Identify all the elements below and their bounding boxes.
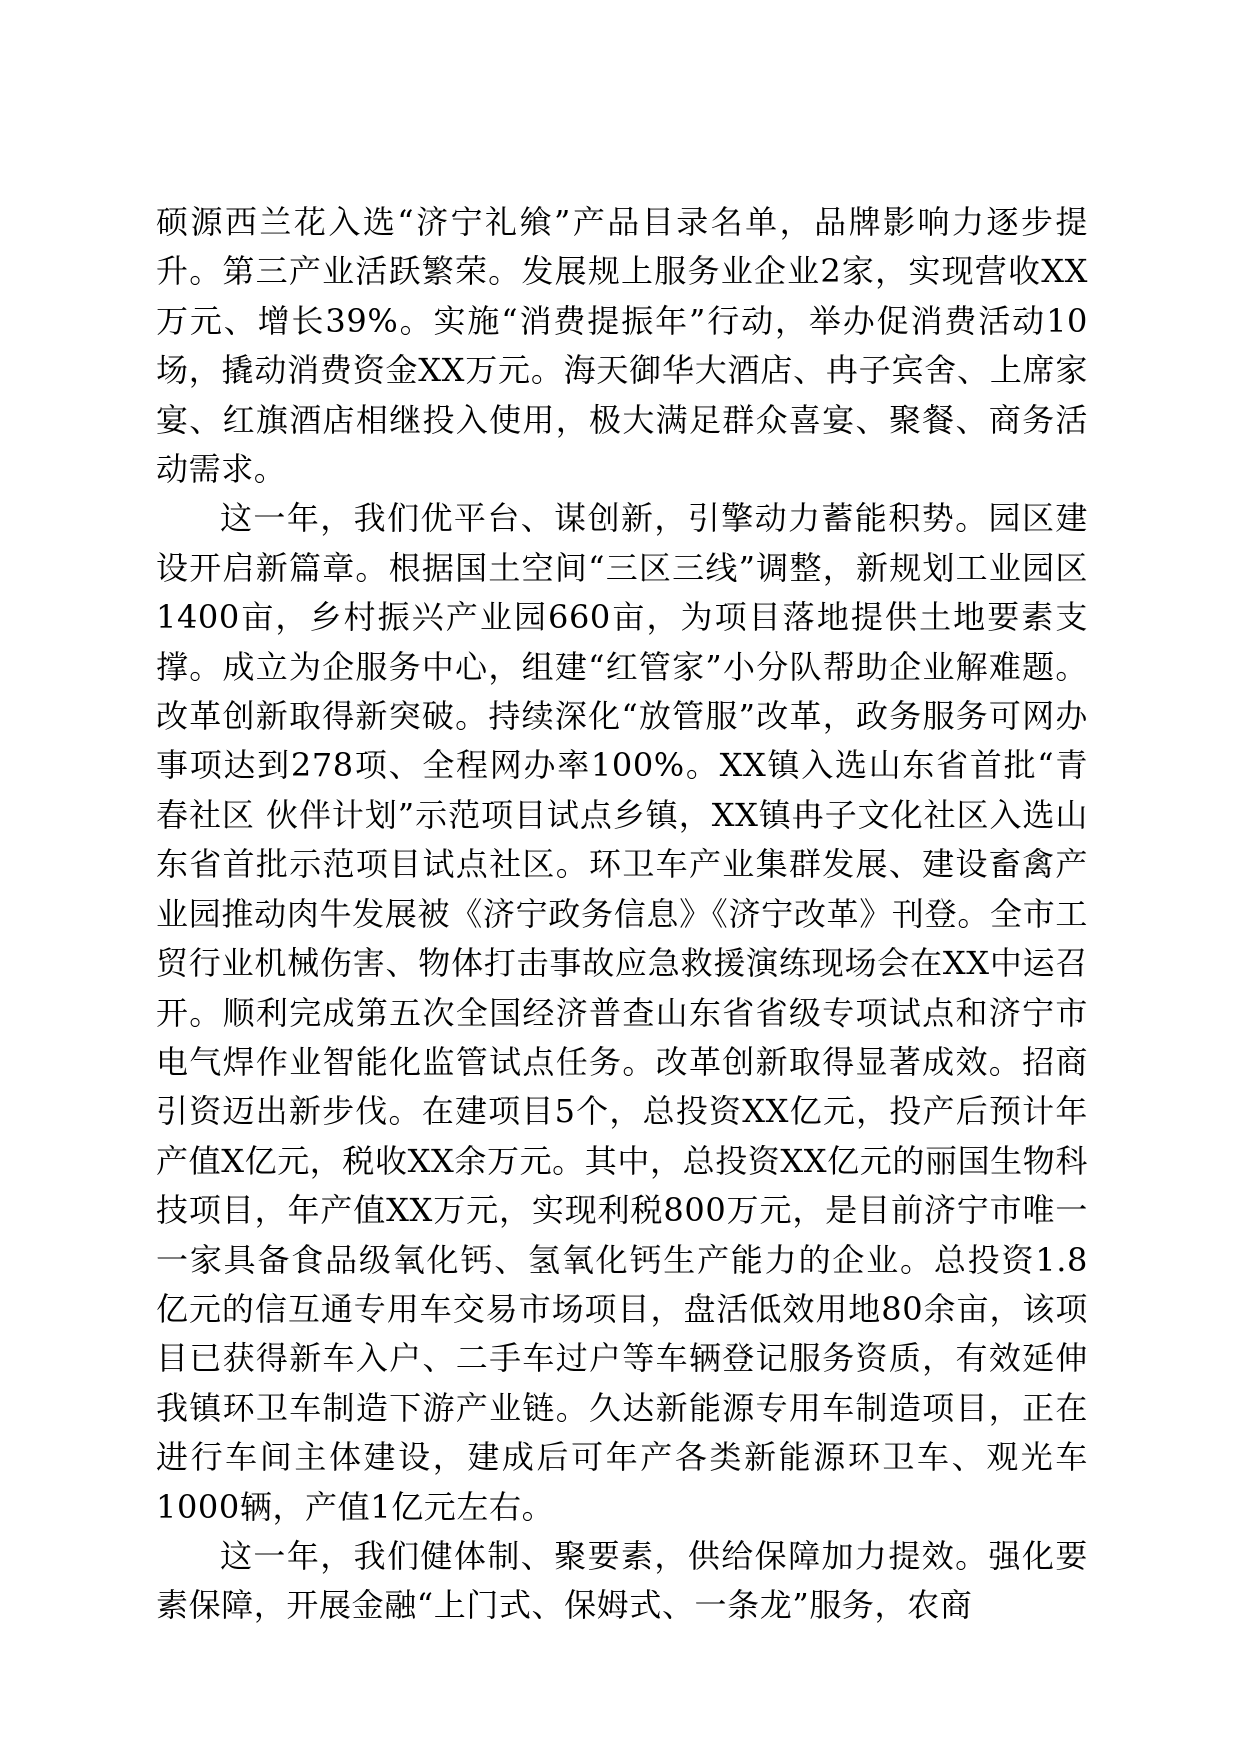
paragraph-platform-innovation: 这一年，我们优平台、谋创新，引擎动力蓄能积势。园区建设开启新篇章。根据国土空间“三区三线”调整，新规划工业园区1400亩，乡村振兴产业园660亩，为项目落地提供土地要素支撑。成立为企服务中心，组建“红管家”小分队帮助企业解难题。改革创新取得新突破。持续深化“放管服”改革，政务服务可网办事项达到278项、全程网办率100%。XX镇入选山东省首批“青春社区 伙伴计划”示范项目试点乡镇，XX镇冉子文化社区入选山东省首批示范项目试点社区。环卫车产业集群发展、建设畜禽产业园推动肉牛发展被《济宁政务信息》《济宁改革》刊登。全市工贸行业机械伤害、物体打击事故应急救援演练现场会在XX中运召开。顺利完成第五次全国经济普查山东省省级专项试点和济宁市电气焊作业智能化监管试点任务。改革创新取得显著成效。招商引资迈出新步伐。在建项目5个，总投资XX亿元，投产后预计年产值X亿元，税收XX余万元。其中，总投资XX亿元的丽国生物科技项目，年产值XX万元，实现利税800万元，是目前济宁市唯一一家具备食品级氧化钙、氢氧化钙生产能力的企业。总投资1.8亿元的信互通专用车交易市场项目，盘活低效用地80余亩，该项目已获得新车入户、二手车过户等车辆登记服务资质，有效延伸我镇环卫车制造下游产业链。久达新能源专用车制造项目，正在进行车间主体建设，建成后可年产各类新能源环卫车、观光车1000辆，产值1亿元左右。 — [156, 499, 1088, 1526]
paragraph-factor-guarantee: 这一年，我们健体制、聚要素，供给保障加力提效。强化要素保障，开展金融“上门式、保姆式、一条龙”服务，农商 — [156, 1536, 1088, 1625]
body-text — [156, 198, 1088, 1631]
paragraph-consumption: 硕源西兰花入选“济宁礼飨”产品目录名单，品牌影响力逐步提升。第三产业活跃繁荣。发展规上服务业企业2家，实现营收XX万元、增长39%。实施“消费提振年”行动，举办促消费活动10场，撬动消费资金XX万元。海天御华大酒店、冉子宾舍、上席家宴、红旗酒店相继投入使用，极大满足群众喜宴、聚餐、商务活动需求。 — [156, 203, 1088, 489]
